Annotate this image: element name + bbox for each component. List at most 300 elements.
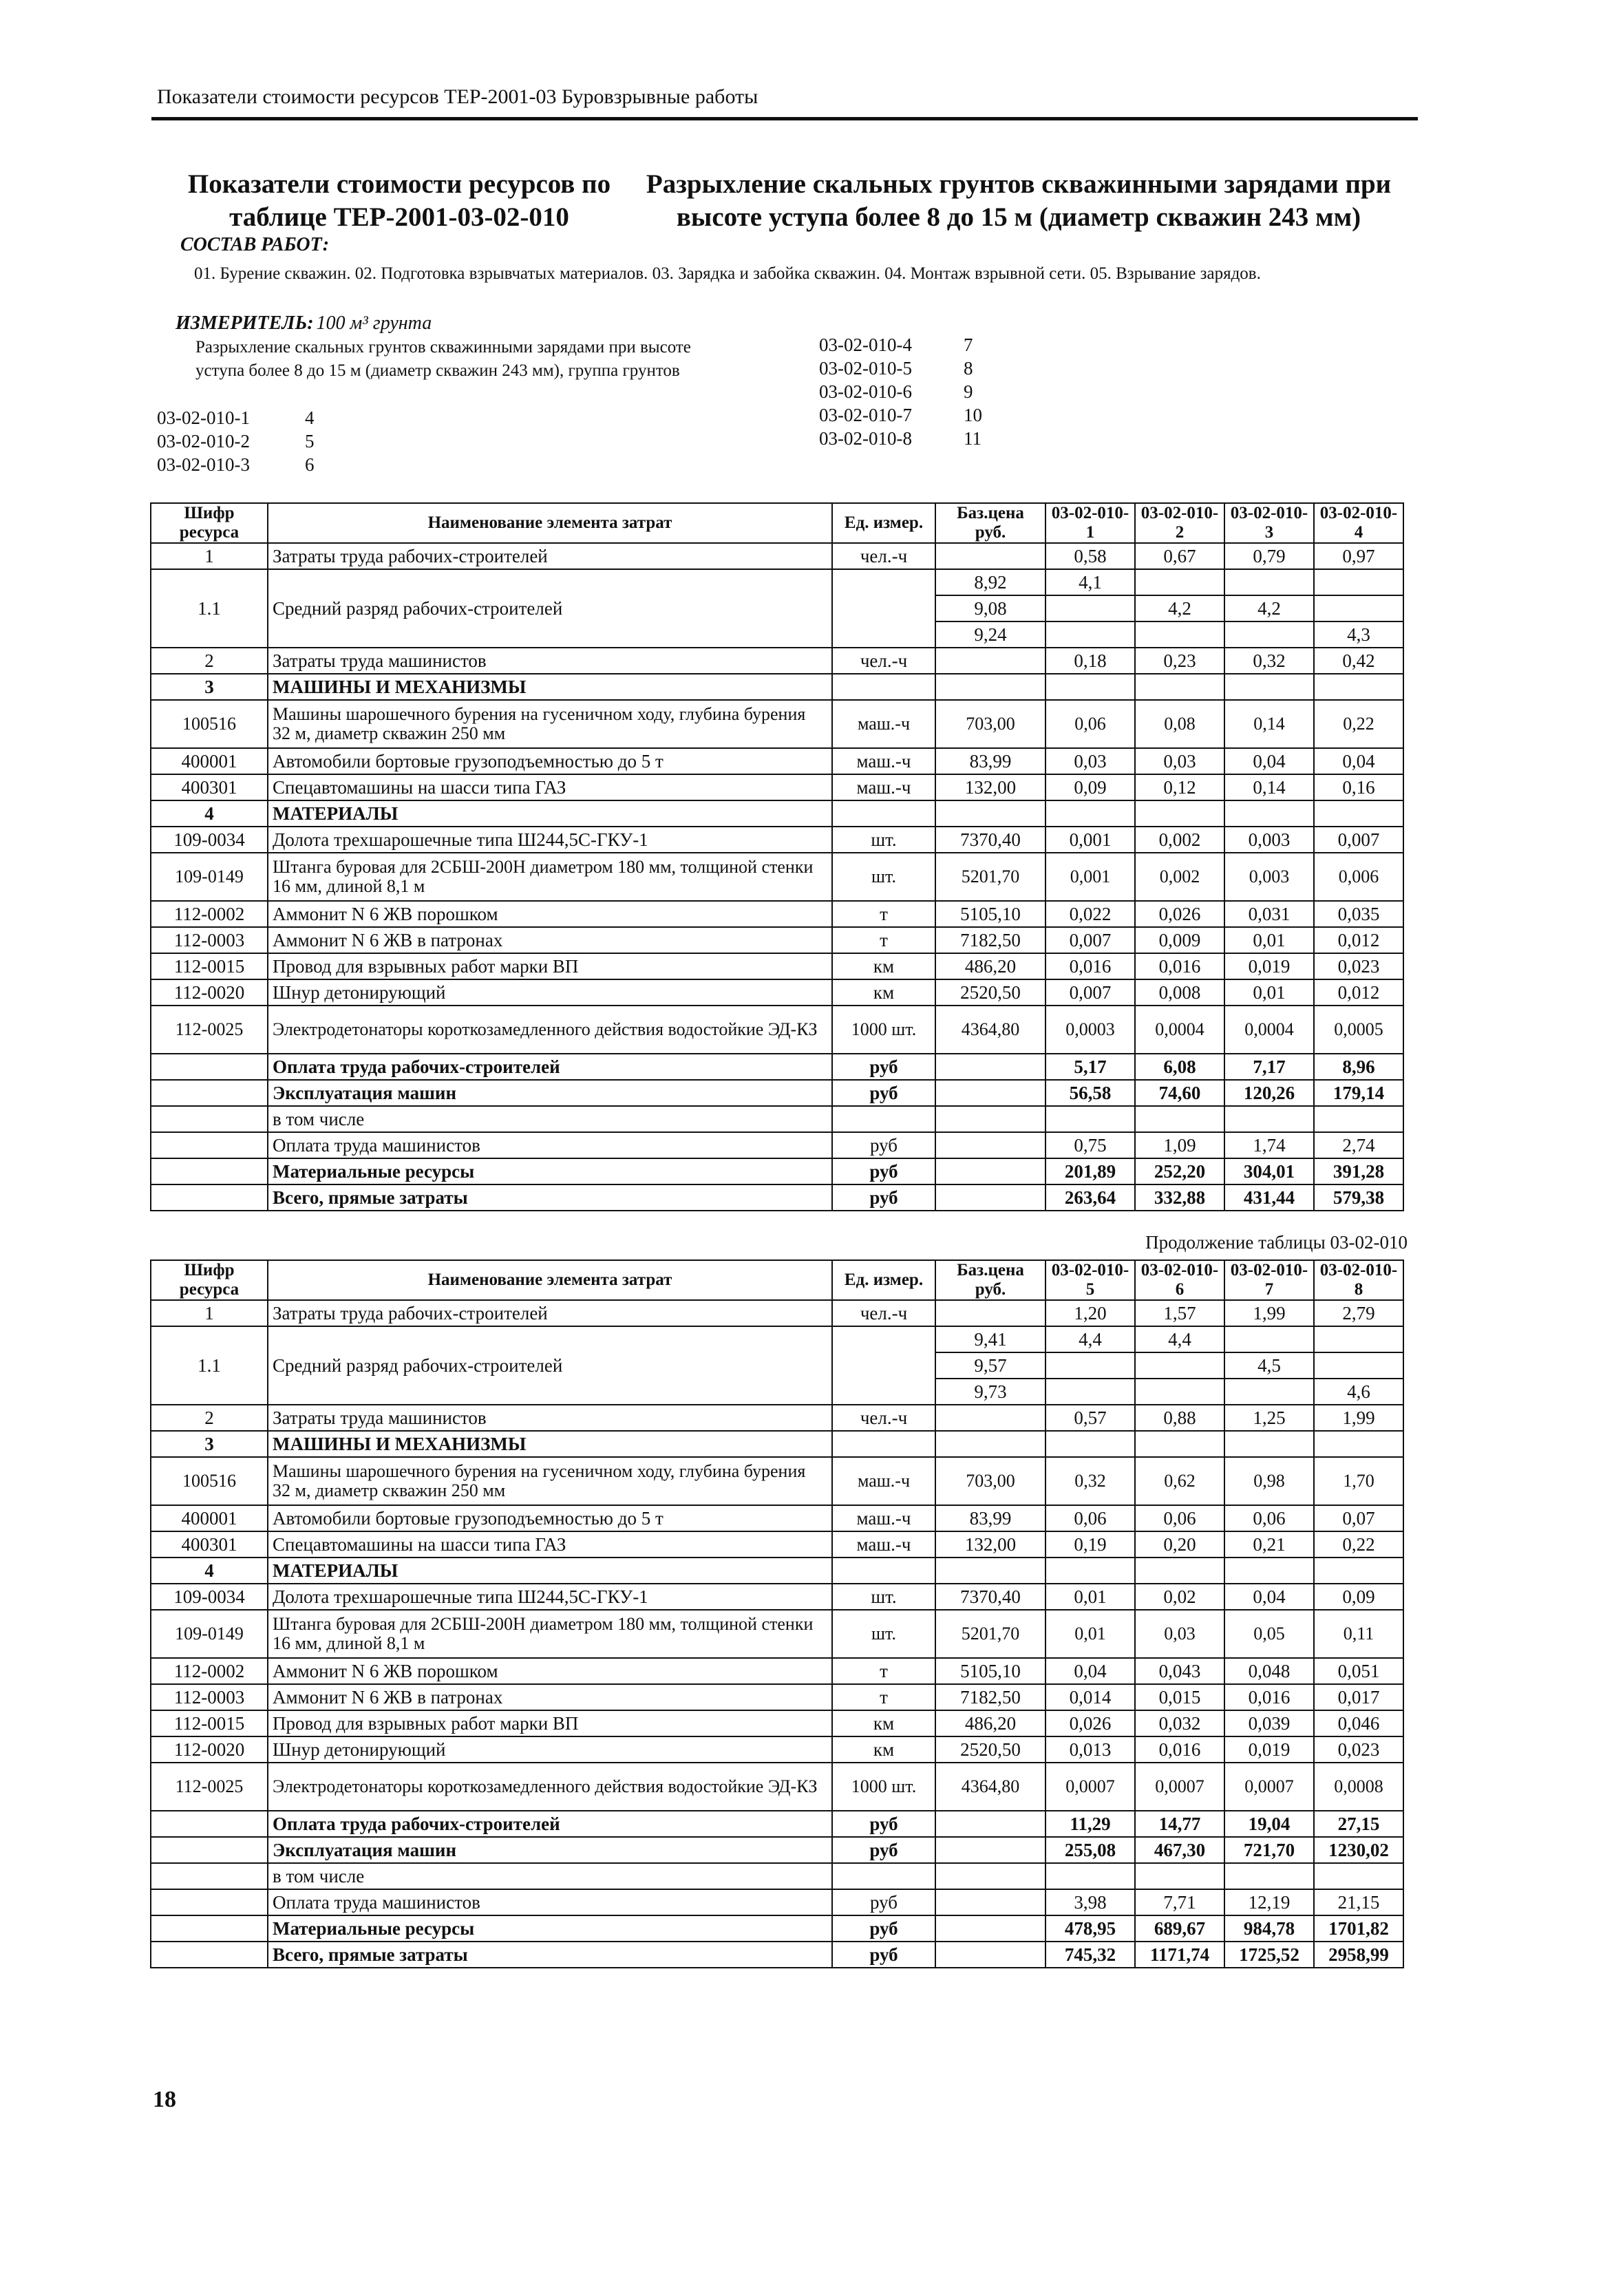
table-row: [151, 1658, 1403, 1684]
table-row: [151, 1684, 1403, 1710]
col-header: Наименование элемента затрат: [268, 503, 832, 543]
cell: Затраты труда рабочих-строителей: [268, 543, 832, 569]
cell: [1224, 1558, 1314, 1584]
cell: чел.-ч: [832, 648, 935, 674]
col-header: 03-02-010-6: [1135, 1260, 1224, 1300]
cell: [151, 1942, 268, 1968]
table-row: [151, 1584, 1403, 1610]
summary-row: [151, 1942, 1403, 1968]
cell: 4,3: [1314, 621, 1403, 648]
cell: [1135, 569, 1224, 595]
cell: [151, 1863, 268, 1889]
cell: [1224, 674, 1314, 700]
title-left-line2: таблице ТЕР-2001-03-02-010: [229, 202, 569, 232]
cell: 7182,50: [935, 1684, 1045, 1710]
cell: 109-0149: [151, 853, 268, 901]
cell: маш.-ч: [832, 1505, 935, 1531]
cell: 0,023: [1314, 1736, 1403, 1763]
ref-code: 03-02-010-5: [819, 358, 912, 379]
cell: 27,15: [1314, 1811, 1403, 1837]
cell: [935, 1915, 1045, 1942]
cell: 400301: [151, 774, 268, 800]
cell: Затраты труда машинистов: [268, 648, 832, 674]
cell: 0,016: [1045, 953, 1135, 979]
cell: 1000 шт.: [832, 1763, 935, 1811]
summary-row: [151, 1889, 1403, 1915]
summary-label: Эксплуатация машин: [268, 1080, 832, 1106]
summary-row: [151, 1184, 1403, 1211]
table-row: [151, 979, 1403, 1006]
cell: 3,98: [1045, 1889, 1135, 1915]
cell: 4,6: [1314, 1379, 1403, 1405]
ref-code: 03-02-010-6: [819, 381, 912, 402]
section-heading: МАТЕРИАЛЫ: [268, 800, 832, 827]
cell: [1045, 595, 1135, 621]
summary-row: [151, 1054, 1403, 1080]
cell: 1,57: [1135, 1300, 1224, 1326]
cell: [935, 1942, 1045, 1968]
cell: 703,00: [935, 700, 1045, 748]
cell: 1,09: [1135, 1132, 1224, 1158]
table-row: [151, 853, 1403, 901]
cell: Спецавтомашины на шасси типа ГАЗ: [268, 1531, 832, 1558]
cell: [1135, 674, 1224, 700]
cell: км: [832, 1710, 935, 1736]
cell: 0,88: [1135, 1405, 1224, 1431]
cell: [935, 1431, 1045, 1457]
cell: [935, 1405, 1045, 1431]
summary-row: [151, 1106, 1403, 1132]
ref-item: [157, 453, 315, 476]
cell: 0,043: [1135, 1658, 1224, 1684]
cell: 0,20: [1135, 1531, 1224, 1558]
cell: 1,99: [1224, 1300, 1314, 1326]
ref-item: [157, 429, 315, 453]
summary-row: [151, 1080, 1403, 1106]
cell: 179,14: [1314, 1080, 1403, 1106]
cell: 0,05: [1224, 1610, 1314, 1658]
ref-code: 03-02-010-1: [157, 407, 250, 428]
cell: 7370,40: [935, 1584, 1045, 1610]
section-heading: МАШИНЫ И МЕХАНИЗМЫ: [268, 1431, 832, 1457]
cell: [935, 1300, 1045, 1326]
cell: [1135, 621, 1224, 648]
table-row: [151, 800, 1403, 827]
cell: 21,15: [1314, 1889, 1403, 1915]
cell: 0,007: [1314, 827, 1403, 853]
table-row: [151, 1326, 1403, 1352]
ref-item: [819, 380, 973, 403]
table-header-row: [151, 1260, 1403, 1300]
cell: [1314, 1863, 1403, 1889]
cell: т: [832, 901, 935, 927]
cell: 0,01: [1045, 1584, 1135, 1610]
cell: 3: [151, 674, 268, 700]
cell: [935, 648, 1045, 674]
cell: 0,21: [1224, 1531, 1314, 1558]
cell: 5,17: [1045, 1054, 1135, 1080]
cell: 112-0003: [151, 1684, 268, 1710]
ref-item: [819, 333, 973, 357]
ref-group: 6: [305, 454, 315, 475]
cell: 0,06: [1224, 1505, 1314, 1531]
cell: Средний разряд рабочих-строителей: [268, 569, 832, 648]
cell: маш.-ч: [832, 748, 935, 774]
cell: Штанга буровая для 2СБШ-200Н диаметром 180 мм, толщиной стенки 16 мм, длиной 8,1 м: [268, 853, 832, 901]
summary-label: Оплата труда рабочих-строителей: [268, 1054, 832, 1080]
cell: 0,008: [1135, 979, 1224, 1006]
cell: 0,001: [1045, 853, 1135, 901]
cell: 9,57: [935, 1352, 1045, 1379]
cell: [832, 1431, 935, 1457]
cell: [935, 1158, 1045, 1184]
ref-code: 03-02-010-3: [157, 454, 250, 475]
cell: руб: [832, 1184, 935, 1211]
cell: 5105,10: [935, 901, 1045, 927]
cell: [935, 1889, 1045, 1915]
cell: [1224, 621, 1314, 648]
cell: Электродетонаторы короткозамедленного действия водостойкие ЭД-КЗ: [268, 1763, 832, 1811]
title-left: [172, 168, 626, 234]
cell: 56,58: [1045, 1080, 1135, 1106]
cell: 1230,02: [1314, 1837, 1403, 1863]
cell: 0,14: [1224, 700, 1314, 748]
ref-item: [819, 427, 981, 450]
cell: чел.-ч: [832, 1300, 935, 1326]
cell: Автомобили бортовые грузоподъемностью до 5 т: [268, 748, 832, 774]
cell: 721,70: [1224, 1837, 1314, 1863]
cell: [935, 1054, 1045, 1080]
cell: [1314, 800, 1403, 827]
cell: 0,18: [1045, 648, 1135, 674]
cell: [935, 543, 1045, 569]
cell: [935, 1837, 1045, 1863]
cell: [1224, 800, 1314, 827]
ref-code: 03-02-010-2: [157, 431, 250, 451]
cell: 112-0020: [151, 979, 268, 1006]
cell: 0,039: [1224, 1710, 1314, 1736]
cell: 6,08: [1135, 1054, 1224, 1080]
cell: руб: [832, 1132, 935, 1158]
cell: 109-0034: [151, 1584, 268, 1610]
cell: 0,03: [1045, 748, 1135, 774]
cell: [1314, 1558, 1403, 1584]
cell: шт.: [832, 1584, 935, 1610]
cell: 8,96: [1314, 1054, 1403, 1080]
cell: 2958,99: [1314, 1942, 1403, 1968]
cell: [935, 1132, 1045, 1158]
cell: 0,04: [1314, 748, 1403, 774]
cell: 0,79: [1224, 543, 1314, 569]
cell: 1,74: [1224, 1132, 1314, 1158]
cell: руб: [832, 1837, 935, 1863]
cell: 0,007: [1045, 927, 1135, 953]
cell: 9,73: [935, 1379, 1045, 1405]
cell: 3: [151, 1431, 268, 1457]
cell: 4,1: [1045, 569, 1135, 595]
cell: [1314, 1106, 1403, 1132]
cell: 0,01: [1224, 927, 1314, 953]
cell: 391,28: [1314, 1158, 1403, 1184]
title-right: [637, 168, 1401, 234]
cell: 0,98: [1224, 1457, 1314, 1505]
cell: [1314, 1326, 1403, 1352]
cell: [1135, 1379, 1224, 1405]
table-row: [151, 569, 1403, 595]
cell: 0,048: [1224, 1658, 1314, 1684]
summary-label: в том числе: [268, 1863, 832, 1889]
izmer-label: ИЗМЕРИТЕЛЬ:: [176, 312, 314, 334]
cell: [1135, 1106, 1224, 1132]
cell: 0,22: [1314, 700, 1403, 748]
cell: 478,95: [1045, 1915, 1135, 1942]
summary-row: [151, 1811, 1403, 1837]
cell: [151, 1080, 268, 1106]
cell: 0,0003: [1045, 1006, 1135, 1054]
cell: [832, 1326, 935, 1405]
page-number: 18: [153, 2087, 176, 2112]
col-header: 03-02-010-4: [1314, 503, 1403, 543]
summary-row: [151, 1132, 1403, 1158]
cell: 400001: [151, 748, 268, 774]
cell: маш.-ч: [832, 1531, 935, 1558]
cell: 400301: [151, 1531, 268, 1558]
summary-label: Всего, прямые затраты: [268, 1942, 832, 1968]
table-row: [151, 700, 1403, 748]
summary-row: [151, 1158, 1403, 1184]
cell: [832, 1863, 935, 1889]
table-row: [151, 1531, 1403, 1558]
cell: 0,01: [1224, 979, 1314, 1006]
ref-group: 9: [964, 381, 973, 402]
cell: Затраты труда машинистов: [268, 1405, 832, 1431]
cell: 4: [151, 800, 268, 827]
cell: 4364,80: [935, 1763, 1045, 1811]
summary-label: Всего, прямые затраты: [268, 1184, 832, 1211]
cell: 0,62: [1135, 1457, 1224, 1505]
cell: [1045, 1558, 1135, 1584]
cell: 0,019: [1224, 953, 1314, 979]
summary-label: Оплата труда рабочих-строителей: [268, 1811, 832, 1837]
col-header: 03-02-010-3: [1224, 503, 1314, 543]
table-row: [151, 1300, 1403, 1326]
table-row: [151, 1457, 1403, 1505]
col-header: 03-02-010-5: [1045, 1260, 1135, 1300]
cell: [1314, 1431, 1403, 1457]
cell: 109-0034: [151, 827, 268, 853]
cell: [1135, 800, 1224, 827]
cell: 745,32: [1045, 1942, 1135, 1968]
cell: [1135, 1431, 1224, 1457]
cell: 0,19: [1045, 1531, 1135, 1558]
cell: 0,022: [1045, 901, 1135, 927]
cell: 1: [151, 543, 268, 569]
cell: 1701,82: [1314, 1915, 1403, 1942]
table-row: [151, 1505, 1403, 1531]
cell: [935, 1863, 1045, 1889]
cell: 0,006: [1314, 853, 1403, 901]
cell: 7,71: [1135, 1889, 1224, 1915]
cell: [1314, 674, 1403, 700]
cell: [151, 1915, 268, 1942]
cell: Электродетонаторы короткозамедленного действия водостойкие ЭД-КЗ: [268, 1006, 832, 1054]
cell: 0,14: [1224, 774, 1314, 800]
cell: 263,64: [1045, 1184, 1135, 1211]
table-row: [151, 901, 1403, 927]
cell: [1135, 1863, 1224, 1889]
cell: [832, 1106, 935, 1132]
cell: 0,12: [1135, 774, 1224, 800]
cell: 2,74: [1314, 1132, 1403, 1158]
cell: 486,20: [935, 1710, 1045, 1736]
col-header: Баз.цена руб.: [935, 1260, 1045, 1300]
ref-code: 03-02-010-8: [819, 428, 912, 449]
cell: [1135, 1558, 1224, 1584]
cell: 1725,52: [1224, 1942, 1314, 1968]
cell: 4: [151, 1558, 268, 1584]
cell: Машины шарошечного бурения на гусеничном ходу, глубина бурения 32 м, диаметр скважин 250 мм: [268, 1457, 832, 1505]
cell: [1045, 1106, 1135, 1132]
cell: 0,06: [1135, 1505, 1224, 1531]
cell: 0,32: [1045, 1457, 1135, 1505]
col-header: 03-02-010-2: [1135, 503, 1224, 543]
cell: 2: [151, 648, 268, 674]
cell: 0,02: [1135, 1584, 1224, 1610]
cell: руб: [832, 1811, 935, 1837]
cell: 100516: [151, 700, 268, 748]
cell: [151, 1054, 268, 1080]
cell: 0,06: [1045, 1505, 1135, 1531]
summary-label: Оплата труда машинистов: [268, 1889, 832, 1915]
cell: 100516: [151, 1457, 268, 1505]
cell: Затраты труда рабочих-строителей: [268, 1300, 832, 1326]
cell: 0,014: [1045, 1684, 1135, 1710]
cell: 112-0015: [151, 1710, 268, 1736]
table-row: [151, 1431, 1403, 1457]
cell: т: [832, 1658, 935, 1684]
cell: [1224, 569, 1314, 595]
cell: [151, 1837, 268, 1863]
cell: 703,00: [935, 1457, 1045, 1505]
cell: 0,23: [1135, 648, 1224, 674]
cell: [935, 1184, 1045, 1211]
cell: 0,023: [1314, 953, 1403, 979]
cell: 0,016: [1135, 953, 1224, 979]
cell: [1045, 1431, 1135, 1457]
cell: 9,08: [935, 595, 1045, 621]
cell: 4,5: [1224, 1352, 1314, 1379]
cell: 112-0025: [151, 1006, 268, 1054]
summary-row: [151, 1863, 1403, 1889]
section-heading: МАШИНЫ И МЕХАНИЗМЫ: [268, 674, 832, 700]
cell: 1,99: [1314, 1405, 1403, 1431]
cell: Долота трехшарошечные типа Ш244,5С-ГКУ-1: [268, 827, 832, 853]
cell: 0,017: [1314, 1684, 1403, 1710]
cell: 120,26: [1224, 1080, 1314, 1106]
cell: 112-0002: [151, 901, 268, 927]
cell: 0,012: [1314, 979, 1403, 1006]
cell: 0,0007: [1135, 1763, 1224, 1811]
cell: 0,0004: [1135, 1006, 1224, 1054]
ref-item: [819, 403, 982, 427]
cell: 400001: [151, 1505, 268, 1531]
cell: 255,08: [1045, 1837, 1135, 1863]
cell: 0,046: [1314, 1710, 1403, 1736]
cell: 304,01: [1224, 1158, 1314, 1184]
cell: 14,77: [1135, 1811, 1224, 1837]
cell: 4,4: [1135, 1326, 1224, 1352]
cell: Провод для взрывных работ марки ВП: [268, 1710, 832, 1736]
cell: [935, 1811, 1045, 1837]
cell: 5201,70: [935, 853, 1045, 901]
cell: 0,051: [1314, 1658, 1403, 1684]
cell: Средний разряд рабочих-строителей: [268, 1326, 832, 1405]
cell: 0,08: [1135, 700, 1224, 748]
cell: 332,88: [1135, 1184, 1224, 1211]
ref-item: [157, 406, 315, 429]
summary-label: в том числе: [268, 1106, 832, 1132]
cell: 7182,50: [935, 927, 1045, 953]
title-right-line2: высоте уступа более 8 до 15 м (диаметр скважин 243 мм): [676, 202, 1361, 232]
cell: [151, 1158, 268, 1184]
cell: 1: [151, 1300, 268, 1326]
header-rule: [151, 117, 1418, 120]
cell: 83,99: [935, 1505, 1045, 1531]
col-header: Шифр ресурса: [151, 503, 268, 543]
col-header: Наименование элемента затрат: [268, 1260, 832, 1300]
cell: 0,58: [1045, 543, 1135, 569]
cell: 4,2: [1135, 595, 1224, 621]
cell: 1.1: [151, 1326, 268, 1405]
cell: 1,70: [1314, 1457, 1403, 1505]
section-heading: МАТЕРИАЛЫ: [268, 1558, 832, 1584]
cell: 0,0004: [1224, 1006, 1314, 1054]
cell: маш.-ч: [832, 700, 935, 748]
cell: шт.: [832, 1610, 935, 1658]
cell: [151, 1106, 268, 1132]
cell: 5201,70: [935, 1610, 1045, 1658]
cell: 431,44: [1224, 1184, 1314, 1211]
cell: [935, 800, 1045, 827]
table-row: [151, 748, 1403, 774]
cell: [832, 674, 935, 700]
cell: 0,09: [1045, 774, 1135, 800]
cell: 0,031: [1224, 901, 1314, 927]
cell: [832, 569, 935, 648]
cell: Аммонит N 6 ЖВ в патронах: [268, 1684, 832, 1710]
table-row: [151, 1405, 1403, 1431]
cell: 9,24: [935, 621, 1045, 648]
cell: [1314, 595, 1403, 621]
cell: 0,019: [1224, 1736, 1314, 1763]
col-header: Баз.цена руб.: [935, 503, 1045, 543]
cell: 83,99: [935, 748, 1045, 774]
cell: [151, 1132, 268, 1158]
cell: [151, 1184, 268, 1211]
cell: 74,60: [1135, 1080, 1224, 1106]
cell: Аммонит N 6 ЖВ в патронах: [268, 927, 832, 953]
cell: 0,026: [1045, 1710, 1135, 1736]
cell: 0,0005: [1314, 1006, 1403, 1054]
ref-code: 03-02-010-4: [819, 334, 912, 355]
cell: руб: [832, 1080, 935, 1106]
cell: [935, 1106, 1045, 1132]
cell: 0,002: [1135, 827, 1224, 853]
cell: [1135, 1352, 1224, 1379]
ref-group: 5: [305, 431, 315, 451]
cell: чел.-ч: [832, 543, 935, 569]
cell: 0,009: [1135, 927, 1224, 953]
